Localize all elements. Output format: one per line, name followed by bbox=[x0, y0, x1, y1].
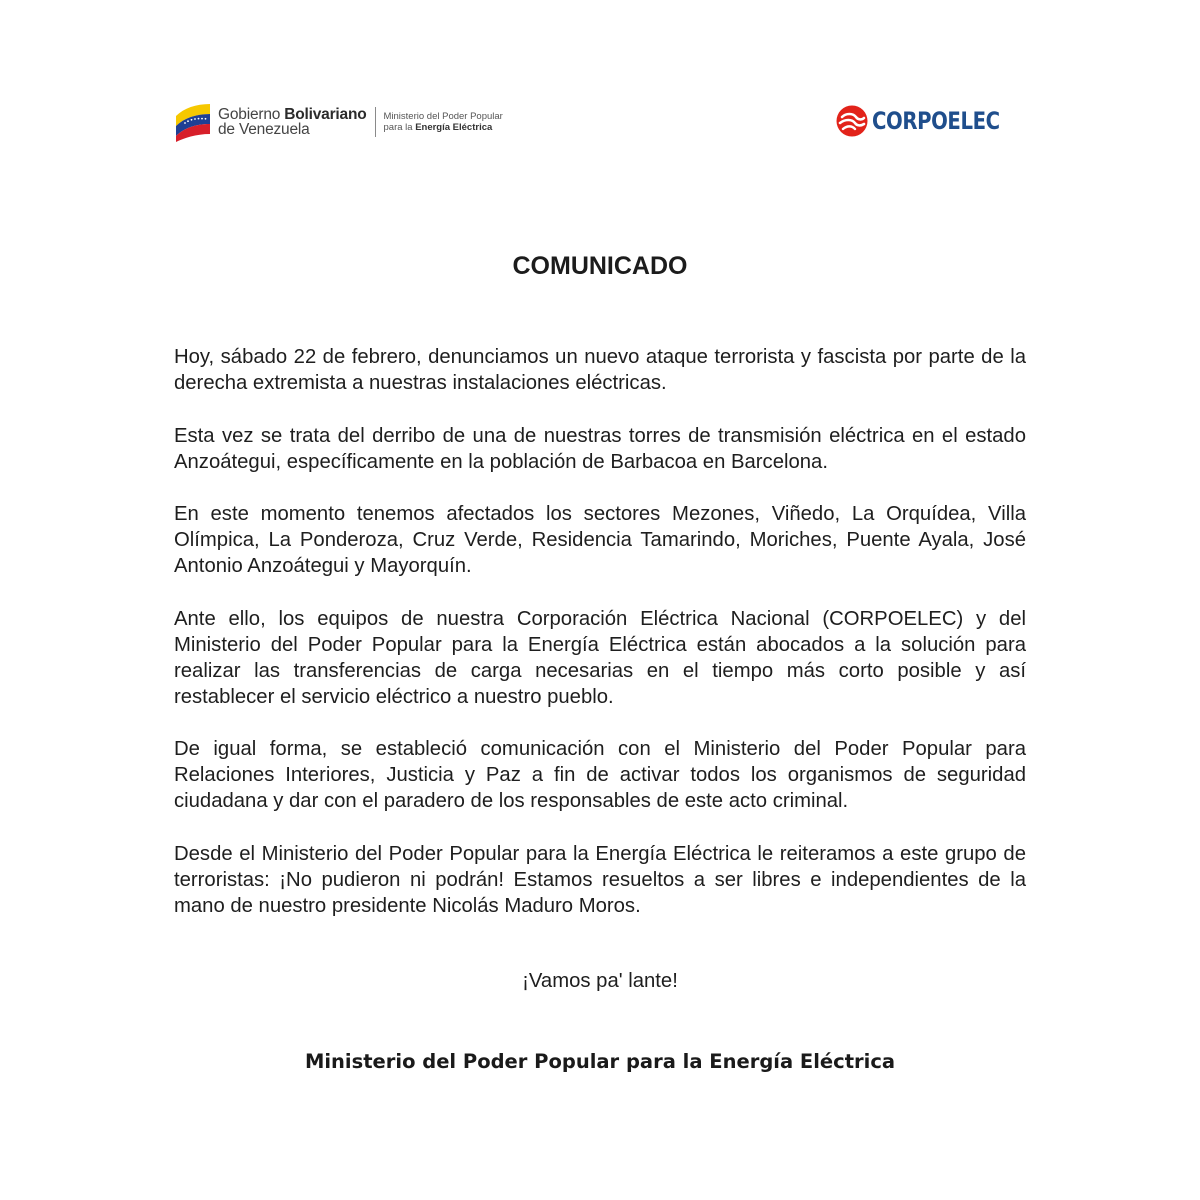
gobierno-line2: de Venezuela bbox=[218, 121, 310, 138]
closing-slogan: ¡Vamos pa' lante! bbox=[522, 970, 678, 992]
paragraph: Desde el Ministerio del Poder Popular para la Energía Eléctrica le reiteramos a este grupo de terroristas: ¡No pudieron ni podrán! Estamos resueltos a ser libres e independientes de la mano de nuestro presidente Nicolás Maduro Moros. bbox=[174, 842, 1026, 917]
gobierno-name bbox=[218, 107, 367, 137]
paragraph: En este momento tenemos afectados los sectores Mezones, Viñedo, La Orquídea, Villa Olímpica, La Ponderoza, Cruz Verde, Residencia Tamarindo, Moriches, Puente Ayala, José Antonio Anzoátegui y Mayorquín. bbox=[174, 503, 1026, 577]
ministry-line1: Ministerio del Poder Popular bbox=[383, 111, 503, 122]
signature: Ministerio del Poder Popular para la Energía Eléctrica bbox=[304, 1050, 896, 1073]
paragraph: De igual forma, se estableció comunicación con el Ministerio del Poder Popular para Relaciones Interiores, Justicia y Paz a fin de activar todos los organismos de seguridad ciudadana y dar con el paradero de los responsables de este acto criminal. bbox=[174, 738, 1026, 812]
corpoelec-logo bbox=[835, 104, 1028, 138]
corpoelec-name: CORPOELEC bbox=[872, 107, 1000, 135]
paragraph: Esta vez se trata del derribo de una de nuestras torres de transmisión eléctrica en el estado Anzoátegui, específicamente en la población de Barbacoa en Barcelona. bbox=[174, 424, 1026, 473]
ministry-line2: para la Energía Eléctrica bbox=[383, 122, 493, 133]
document-body bbox=[174, 344, 1026, 945]
corpoelec-swirl-icon bbox=[835, 104, 869, 138]
gobierno-line1: Gobierno Bolivariano bbox=[218, 106, 367, 123]
venezuela-flag-icon bbox=[174, 102, 212, 142]
logo-divider bbox=[375, 107, 376, 137]
paragraph: Hoy, sábado 22 de febrero, denunciamos un nuevo ataque terrorista y fascista por parte de la derecha extremista a nuestras instalaciones eléctricas. bbox=[174, 346, 1026, 394]
gobierno-bolivariano-logo bbox=[174, 100, 503, 144]
document-title: COMUNICADO bbox=[512, 252, 688, 280]
ministry-name bbox=[384, 111, 503, 133]
paragraph: Ante ello, los equipos de nuestra Corporación Eléctrica Nacional (CORPOELEC) y del Ministerio del Poder Popular para la Energía Eléctrica están abocados a la solución para realizar las transferencias de carga necesarias en el tiempo más corto posible y así restablecer el servicio eléctrico a nuestro pueblo. bbox=[174, 607, 1026, 708]
